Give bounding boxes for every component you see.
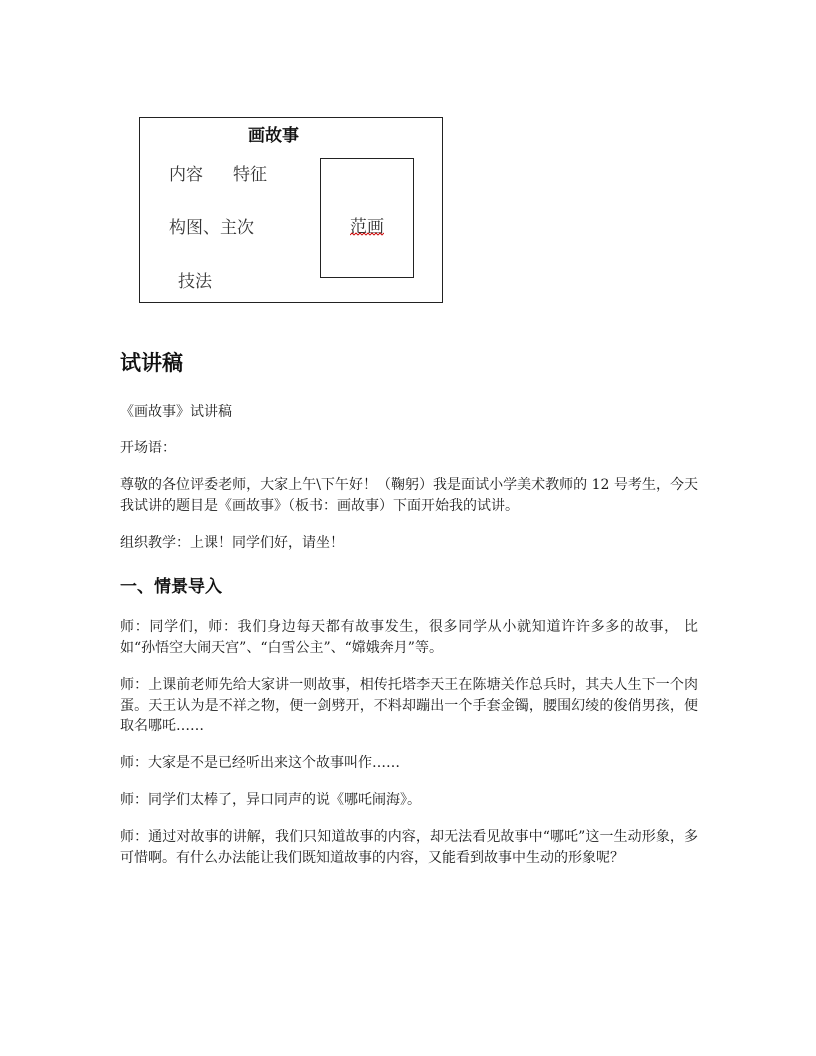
board-item-composition: 构图、主次 (169, 218, 254, 238)
paragraph-4: 师：同学们太棒了，异口同声的说《哪吒闹海》。 (120, 792, 421, 808)
board-item-content: 内容 (169, 165, 203, 185)
document-title: 试讲稿 (120, 351, 183, 375)
paragraph-3: 师：大家是不是已经听出来这个故事叫作…… (120, 755, 400, 771)
blackboard-design (139, 117, 443, 303)
sample-painting-label: 范画 (350, 217, 384, 237)
board-item-technique: 技法 (178, 272, 212, 292)
document-subtitle: 《画故事》试讲稿 (120, 404, 232, 420)
paragraph-1: 师：同学们，师：我们身边每天都有故事发生，很多同学从小就知道许许多多的故事， 比如“孙悟空大闹天宫”、“白雪公主”、“嫦娥奔月”等。 (120, 619, 698, 656)
sample-painting-box (320, 158, 414, 278)
board-item-feature: 特征 (233, 165, 267, 185)
board-title: 画故事 (248, 126, 299, 146)
paragraph-5: 师：通过对故事的讲解，我们只知道故事的内容，却无法看见故事中“哪吒”这一生动形象，多可惜啊。有什么办法能让我们既知道故事的内容，又能看到故事中生动的形象呢？ (120, 829, 698, 866)
organize-teaching: 组织教学：上课！同学们好，请坐！ (120, 535, 344, 551)
section-heading-intro: 一、情景导入 (120, 577, 222, 597)
opening-label: 开场语： (120, 440, 176, 456)
paragraph-2: 师：上课前老师先给大家讲一则故事，相传托塔李天王在陈塘关作总兵时，其夫人生下一个肉蛋。天王认为是不祥之物，便一剑劈开，不料却蹦出一个手套金镯，腰围幻绫的俊俏男孩，便取名哪吒…… (120, 677, 698, 734)
spellcheck-underline-icon (350, 232, 384, 236)
opening-paragraph: 尊敬的各位评委老师，大家上午\下午好！（鞠躬）我是面试小学美术教师的 12 号考生，今天我试讲的题目是《画故事》（板书：画故事）下面开始我的试讲。 (120, 477, 698, 514)
